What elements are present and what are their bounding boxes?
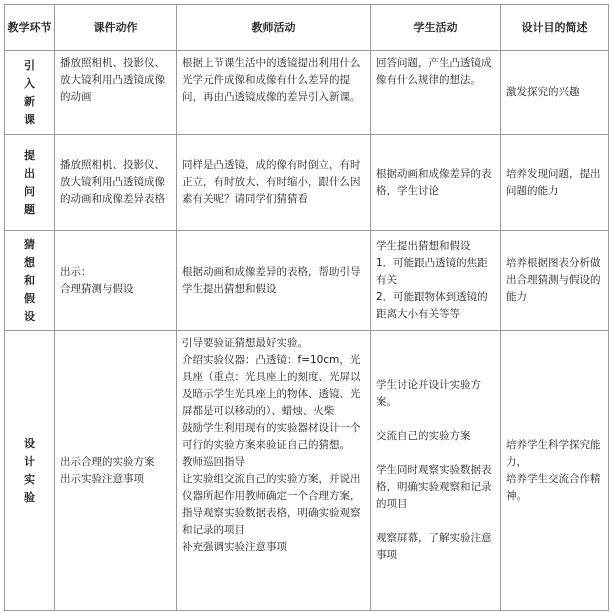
table-row	[5, 51, 609, 135]
courseware-cell: 播放照相机、投影仪、放大镜利用凸透镜成像的动画	[55, 51, 177, 135]
purpose-cell: 激发探究的兴趣	[501, 51, 609, 135]
purpose-cell: 培养根据图表分析做出合理猜测与假设的能力	[501, 231, 609, 331]
student-cell: 学生提出猜想和假设 1．可能跟凸透镜的焦距有关 2．可能跟物体到透镜的距离大小有关等等	[371, 231, 501, 331]
student-cell: 回答问题，产生凸透镜成像有什么规律的想法。	[371, 51, 501, 135]
header-student: 学生活动	[371, 5, 501, 51]
header-teacher: 教师活动	[177, 5, 371, 51]
table-row	[5, 331, 609, 611]
courseware-cell: 出示： 合理猜测与假设	[55, 231, 177, 331]
courseware-cell: 出示合理的实验方案 出示实验注意事项	[55, 331, 177, 611]
stage-cell: 猜 想 和 假 设	[5, 231, 55, 331]
stage-cell: 引 入 新 课	[5, 51, 55, 135]
courseware-cell: 播放照相机、投影仪、放大镜利用凸透镜成像的动画和成像差异表格	[55, 135, 177, 231]
teacher-cell: 根据上节课生活中的透镜提出利用什么光学元件成像和成像有什么差异的提问，再由凸透镜成像的差异引入新课。	[177, 51, 371, 135]
teacher-cell: 引导要验证猜想最好实验。 介绍实验仪器：凸透镜：f=10cm，光具座（重点：光具座上的刻度、光屏以及暗示学生光具座上的物体、透镜、光屏都是可以移动的）、蜡烛、火柴 鼓励学生利用现有的实验器材设计一个可行的实验方案来验证自己的猜想。 教师巡回指导 让实验组交流自己的实验方案，并说出仪器所起作用教师确定一个合理方案，指导观察实验数据表格，明确实验观察和记录的项目 补充强调实验注意事项	[177, 331, 371, 611]
header-row	[5, 5, 609, 51]
header-courseware: 课件动作	[55, 5, 177, 51]
teacher-cell: 同样是凸透镜，成的像有时倒立，有时正立，有时放大、有时缩小，跟什么因素有关呢？请同学们猜猜看	[177, 135, 371, 231]
teacher-cell: 根据动画和成像差异的表格，帮助引导学生提出猜想和假设	[177, 231, 371, 331]
lesson-plan-table	[4, 4, 609, 611]
purpose-cell: 培养发现问题，提出问题的能力	[501, 135, 609, 231]
student-cell: 学生讨论并设计实验方案。 交流自己的实验方案 学生同时观察实验数据表格，明确实验观察和记录的项目 观察屏幕，了解实验注意事项	[371, 331, 501, 611]
table-row	[5, 231, 609, 331]
student-cell: 根据动画和成像差异的表格，学生讨论	[371, 135, 501, 231]
header-purpose: 设计目的简述	[501, 5, 609, 51]
purpose-cell: 培养学生科学探究能力， 培养学生交流合作精神。	[501, 331, 609, 611]
table-row	[5, 135, 609, 231]
stage-cell: 设 计 实 验	[5, 331, 55, 611]
stage-cell: 提 出 问 题	[5, 135, 55, 231]
header-stage: 教学环节	[5, 5, 55, 51]
